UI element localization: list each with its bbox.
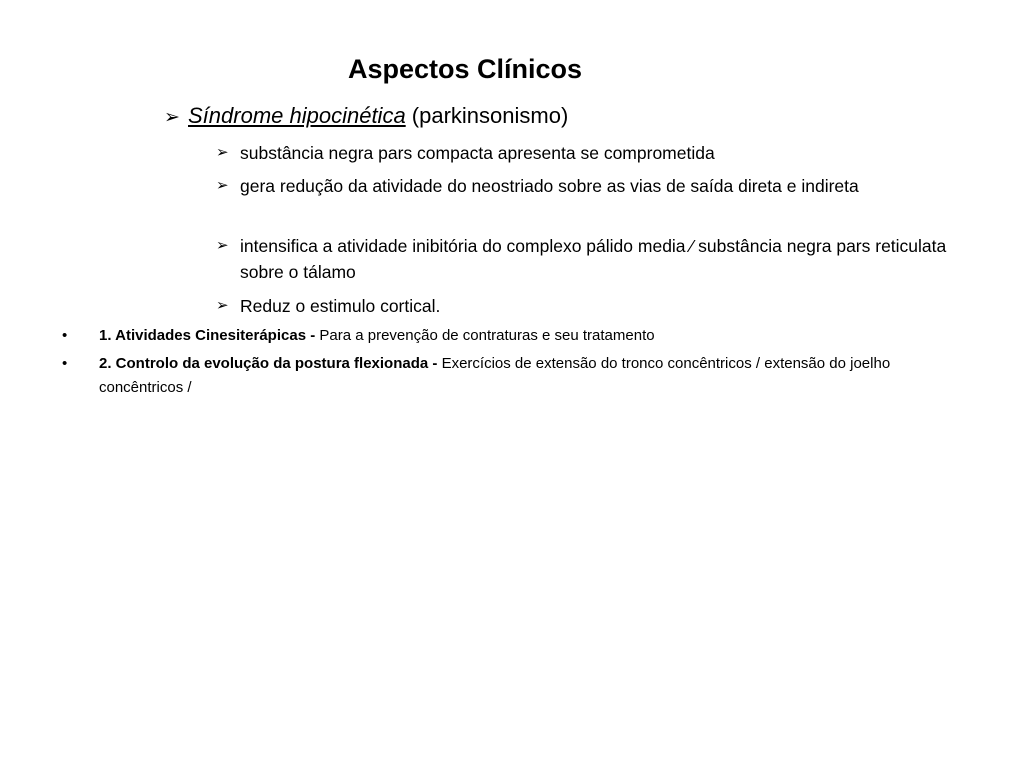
bullet-dot-icon: •: [62, 355, 68, 372]
sub-point-text: intensifica a atividade inibitória do complexo pálido media ⁄ substância negra pars reticulata sobre o tálamo: [240, 236, 947, 282]
sub-point-text: Reduz o estimulo cortical.: [240, 296, 441, 316]
bullet-dot-icon: •: [62, 327, 68, 344]
bullet-item-2: [62, 352, 929, 400]
main-point: [164, 101, 568, 133]
bullet-text: [99, 352, 929, 400]
bullet-lead: 2. Controlo da evolução da postura flexionada -: [99, 355, 442, 372]
sub-point-3: [216, 233, 970, 285]
bullet-item-1: [62, 324, 929, 348]
sub-point-text: gera redução da atividade do neostriado sobre as vias de saída direta e indireta: [240, 176, 859, 196]
sub-point-1: [216, 140, 970, 166]
main-point-term: Síndrome hipocinética: [188, 103, 406, 128]
bullet-body: Exercícios de extensão do tronco concêntricos / extensão do joelho concêntricos /: [99, 355, 891, 396]
arrow-bullet-icon: ➢: [216, 177, 229, 194]
main-point-rest: (parkinsonismo): [405, 103, 569, 128]
arrow-bullet-icon: ➢: [164, 107, 180, 128]
bullet-body: Para a prevenção de contraturas e seu tratamento: [319, 327, 655, 344]
slide-title: Aspectos Clínicos: [348, 54, 583, 84]
sub-point-text: substância negra pars compacta apresenta se comprometida: [240, 143, 715, 163]
sub-point-4: [216, 293, 970, 319]
arrow-bullet-icon: ➢: [216, 144, 229, 161]
arrow-bullet-icon: ➢: [216, 297, 229, 314]
sub-point-2: [216, 173, 970, 199]
bullet-lead: 1. Atividades Cinesiterápicas -: [99, 327, 320, 344]
bullet-text: [99, 324, 929, 348]
arrow-bullet-icon: ➢: [216, 237, 229, 254]
